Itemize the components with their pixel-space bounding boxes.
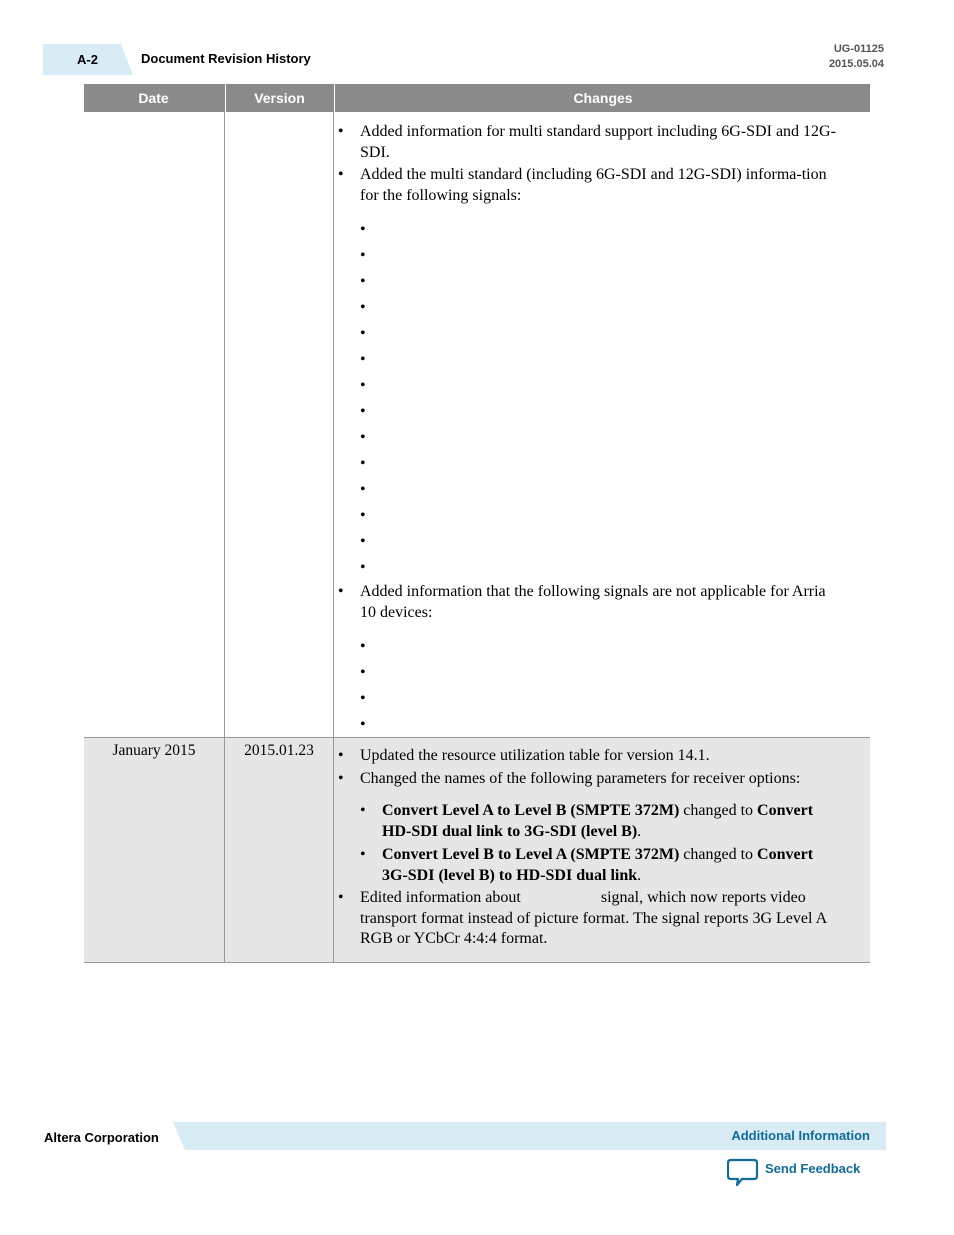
change-item: • Added information that the following signals are not applicable for Arria 10 devices: • • • • • • [360, 582, 840, 788]
change-item: • Added information for multi standard support including 6G-SDI and 12G-SDI. [360, 122, 840, 163]
list-item: • Convert Level A to Level B (SMPTE 372M) changed to Convert HD-SDI dual link to 3G-SDI (level B). [382, 801, 840, 842]
list-item [382, 713, 840, 736]
document-id: UG-01125 [833, 43, 884, 55]
change-item: • Edited information about signal, which now reports video transport format instead of picture format. The signal reports 3G Level A RGB or YCbCr 4:4:4 format. [360, 888, 840, 950]
parameter-list [382, 801, 840, 886]
list-item [382, 244, 840, 267]
list-item [382, 452, 840, 475]
send-feedback-label: Send Feedback [765, 1161, 861, 1176]
change-item: • Changed the names of the following parameters for receiver options: • Convert Level A to Level B (SMPTE 372M) changed to Convert HD-SDI dual link to 3G-SDI (level B). • Convert Level B to Level A (SMPTE 372M) changed to Convert 3G-SDI (level B) to HD-SDI dual link. [360, 769, 840, 887]
row-changes [334, 84, 870, 791]
change-item: • Updated the resource utilization table for version 14.1. [360, 746, 840, 767]
column-header-date: Date [138, 90, 169, 106]
list-item [382, 348, 840, 371]
list-item [382, 556, 840, 579]
document-date: 2015.05.04 [828, 58, 884, 70]
list-item [382, 322, 840, 345]
table-row [84, 738, 870, 963]
revision-history-table [84, 84, 870, 963]
row-date: January 2015 [112, 742, 196, 759]
page-number: A-2 [77, 52, 98, 67]
feedback-icon [727, 1158, 759, 1193]
row-version: 2015.01.23 [244, 742, 314, 759]
list-item [382, 661, 840, 684]
section-title: Document Revision History [141, 51, 311, 66]
list-item [382, 270, 840, 293]
table-row [84, 112, 870, 738]
list-item [382, 478, 840, 501]
additional-information-link[interactable]: Additional Information [731, 1128, 870, 1143]
signal-list [382, 218, 840, 579]
list-item [382, 400, 840, 423]
column-header-changes: Changes [334, 84, 871, 112]
list-item [382, 635, 840, 658]
list-item [382, 426, 840, 449]
list-item [382, 296, 840, 319]
list-item [382, 687, 840, 710]
column-header-version: Version [225, 84, 333, 112]
row-changes [334, 738, 870, 952]
document-id-block [829, 42, 884, 72]
list-item [382, 504, 840, 527]
list-item [382, 218, 840, 241]
change-item: • Added the multi standard (including 6G-SDI and 12G-SDI) informa-tion for the following signals: • • • • • • • • • • • • • • [360, 165, 840, 579]
list-item [382, 530, 840, 553]
list-item [382, 374, 840, 397]
company-name: Altera Corporation [44, 1130, 159, 1145]
list-item: • Convert Level B to Level A (SMPTE 372M) changed to Convert 3G-SDI (level B) to HD-SDI dual link. [382, 845, 840, 886]
